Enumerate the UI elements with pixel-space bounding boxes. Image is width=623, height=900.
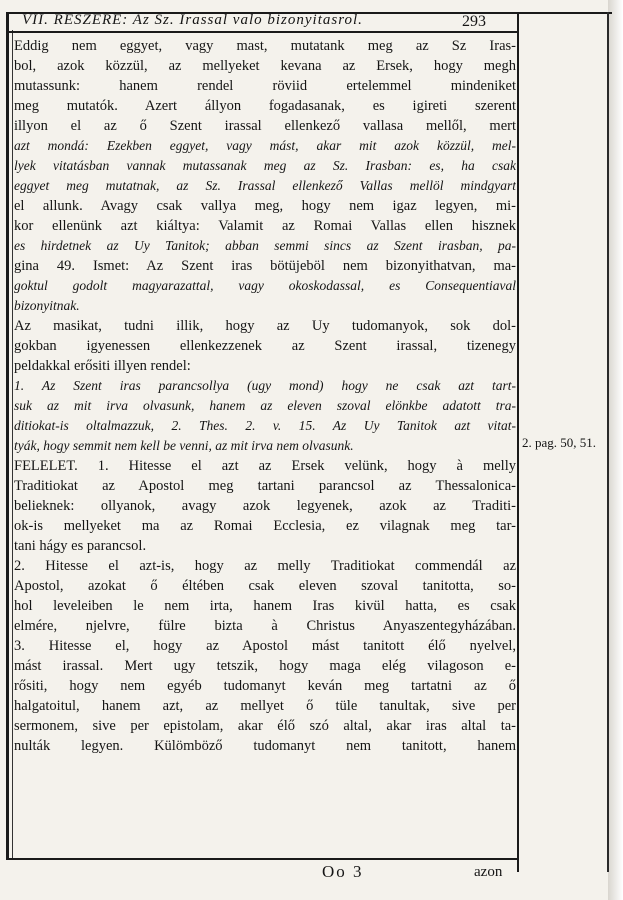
text-line: el allunk. Avagy csak vallya meg, hogy nem igaz legyen, mi- bbox=[14, 198, 516, 214]
text-line: rősiti, hogy nem egyéb tudomanyt keván meg tartatni az ő bbox=[14, 678, 516, 694]
text-line: 3. Hitesse el, hogy az Apostol mást tanitott élő nyelvel, bbox=[14, 638, 516, 654]
text-line: Traditiokat az Apostol meg tartani parancsol az Thessalonica- bbox=[14, 478, 516, 494]
text-line: nulták legyen. Külömböző tudomanyt nem tanitott, hanem bbox=[14, 738, 516, 754]
text-line: azt mondá: Ezekben eggyet, vagy mást, akar mit azok közzül, mel- bbox=[14, 138, 516, 153]
page-number: 293 bbox=[462, 13, 486, 30]
frame-text-right-rule bbox=[517, 12, 519, 872]
text-line: peldakkal erősiti illyen rendel: bbox=[14, 358, 191, 374]
frame-left-inner-rule bbox=[12, 30, 13, 860]
margin-note: 2. pag. 50, 51. bbox=[522, 435, 597, 450]
frame-left-rule bbox=[6, 12, 9, 860]
frame-margin-right-rule bbox=[607, 12, 609, 872]
text-line: Eddig nem eggyet, vagy mast, mutatank meg az Sz Iras- bbox=[14, 38, 516, 54]
text-line: lyek vitatásban vannak mutassanak meg az Sz. Irasban: es, ha csak bbox=[14, 158, 516, 173]
page-edge bbox=[608, 0, 623, 900]
text-line: 1. Az Szent iras parancsollya (ugy mond) hogy ne csak azt tart- bbox=[14, 378, 516, 393]
text-line: goktul godolt magyarazattal, vagy okoskodassal, es Consequentiaval bbox=[14, 278, 516, 293]
text-line: ok-is mellyeket ma az Romai Ecclesia, ez vilagnak meg tar- bbox=[14, 518, 516, 534]
text-line: bizonyitnak. bbox=[14, 298, 80, 313]
signature-mark: Oo 3 bbox=[322, 862, 364, 881]
text-line: es hirdetnek az Uy Tanitok; abban semmi sincs az Szent irasban, pa- bbox=[14, 238, 516, 253]
text-line: suk az mit irva olvasunk, hanem az eleven szoval elönkbe adatott tra- bbox=[14, 398, 516, 413]
text-line: gokban igyenessen ellenkezzenek az Szent irassal, tizenegy bbox=[14, 338, 516, 354]
text-line: ditiokat-is oltalmazzuk, 2. Thes. 2. v. 15. Az Uy Tanitok azt vitat- bbox=[14, 418, 516, 433]
text-line: kor ellenünk azt kiáltya: Valamit az Romai Vallas ellen hisznek bbox=[14, 218, 516, 234]
text-line: sermonem, sive per epistolam, akar élő szó altal, akar iras altal ta- bbox=[14, 718, 516, 734]
text-line: illyon el az ő Szent irassal ellenkező vallasa mellől, mert bbox=[14, 118, 516, 134]
text-line: Az masikat, tudni illik, hogy az Uy tudomanyok, sok dol- bbox=[14, 318, 516, 334]
text-line: gina 49. Ismet: Az Szent iras bötüjeböl nem bizonyithatvan, ma- bbox=[14, 258, 516, 274]
catchword: azon bbox=[474, 864, 503, 880]
text-line: belieknek: ollyanok, avagy azok legyenek, azok az Traditi- bbox=[14, 498, 516, 514]
text-line: tyák, hogy semmit nem kell be venni, az mit irva nem olvasunk. bbox=[14, 438, 354, 453]
text-line: eggyet meg mutatnak, az Sz. Irassal ellenkező Vallas mellöl mindgyart bbox=[14, 178, 516, 193]
running-title: VII. RESZERE: Az Sz. Irassal valo bizonyitasrol. bbox=[22, 12, 363, 28]
text-line: mást irassal. Mert ugy tetszik, hogy maga elég vilagoson e- bbox=[14, 658, 516, 674]
text-line: bol, azok közzül, az mellyeket kevana az Ersek, hogy megh bbox=[14, 58, 516, 74]
bottom-rule bbox=[6, 858, 519, 860]
text-line: halgatoitul, hanem azt, az mellyet ő tüle tanultak, sive per bbox=[14, 698, 516, 714]
text-line: mutassunk: hanem rendel röviid ertelemmel mindeniket bbox=[14, 78, 516, 94]
text-line: tani hágy es parancsol. bbox=[14, 538, 147, 554]
text-line: elmére, njelvre, fülre bizta à Christus Anyaszentegyházában. bbox=[14, 618, 516, 634]
text-line: hol leveleiben le nem irta, hanem Iras kivül hatta, es csak bbox=[14, 598, 516, 614]
text-line: 2. Hitesse el azt-is, hogy az melly Traditiokat commendál az bbox=[14, 558, 516, 574]
text-line: FELELET. 1. Hitesse el azt az Ersek velünk, hogy à melly bbox=[14, 458, 516, 474]
text-line: meg mutatók. Azert állyon fogadasanak, es igireti szerent bbox=[14, 98, 516, 114]
body-text bbox=[14, 36, 516, 756]
text-line: Apostol, azokat ő éltében csak eleven szoval tanitotta, so- bbox=[14, 578, 516, 594]
